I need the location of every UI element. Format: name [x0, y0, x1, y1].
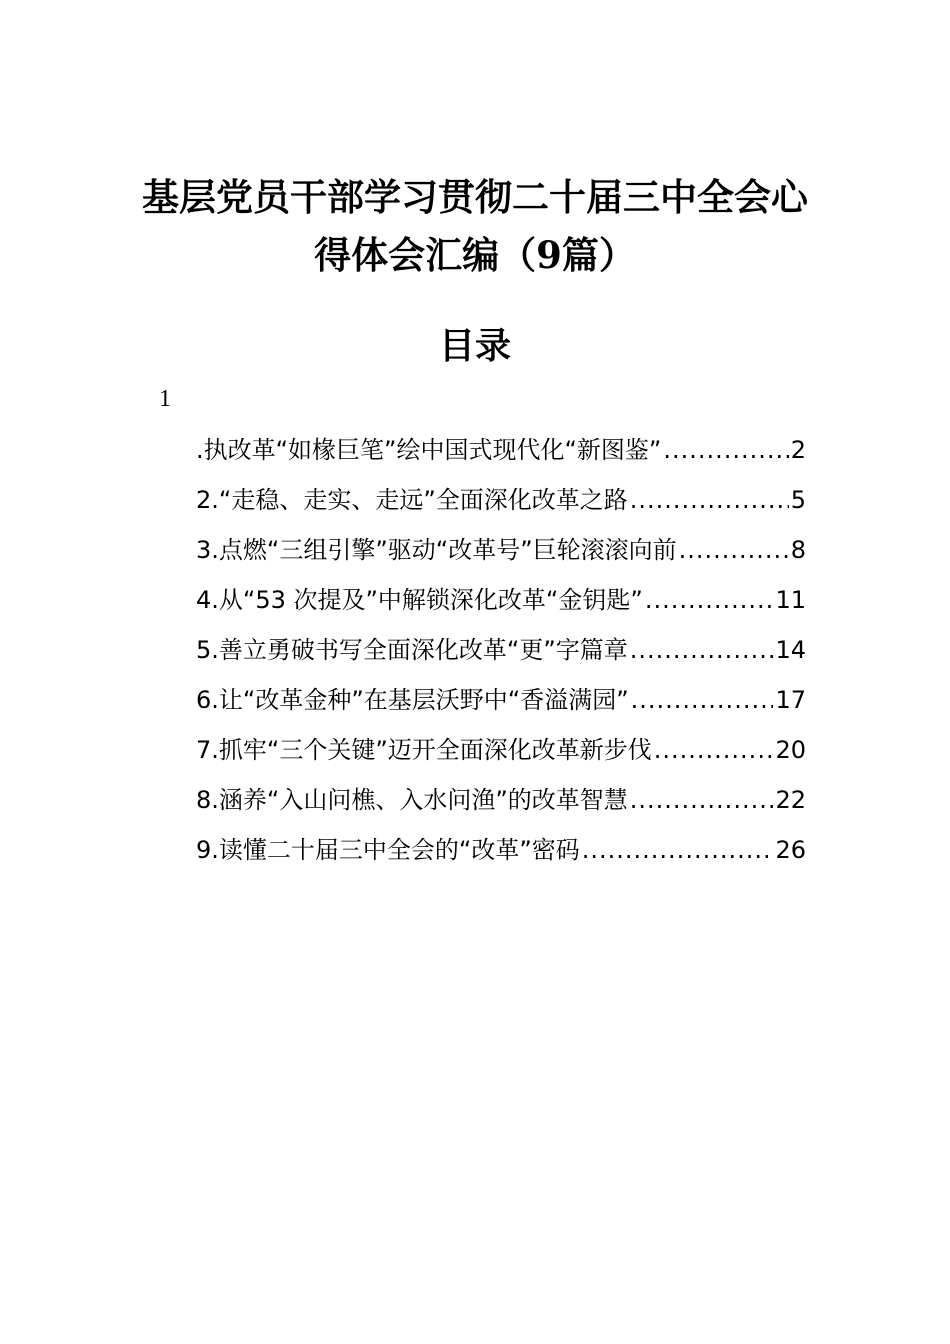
- toc-page-number: 26: [775, 836, 806, 864]
- toc-entry-2[interactable]: [196, 475, 806, 525]
- toc-entry-5[interactable]: [196, 625, 806, 675]
- toc-page-number: 22: [775, 786, 806, 814]
- toc-entry-text: 3.点燃“三组引擎”驱动“改革号”巨轮滚滚向前: [196, 536, 677, 564]
- toc-entry-text: 4.从“53 次提及”中解锁深化改革“金钥匙”: [196, 586, 643, 614]
- toc-entry-1[interactable]: [196, 425, 806, 475]
- toc-entry-text: 8.涵养“入山问樵、入水问渔”的改革智慧: [196, 786, 628, 814]
- toc-entry-text: 5.善立勇破书写全面深化改革“更”字篇章: [196, 636, 628, 664]
- toc-page-number: 17: [775, 686, 806, 714]
- toc-entry-text: .执改革“如椽巨笔”绘中国式现代化“新图鉴”: [196, 436, 662, 464]
- toc-page-number: 11: [775, 586, 806, 614]
- toc-leader-dots: [582, 825, 774, 875]
- toc-entry-text: 7.抓牢“三个关键”迈开全面深化改革新步伐: [196, 736, 652, 764]
- toc-entry-6[interactable]: [196, 675, 806, 725]
- toc-leader-dots: [654, 725, 774, 775]
- stray-number: 1: [159, 386, 171, 412]
- toc-heading: 目录: [438, 325, 511, 367]
- toc-entry-7[interactable]: [196, 725, 806, 775]
- document-title: [0, 168, 950, 284]
- toc-leader-dots: [663, 425, 788, 475]
- toc-leader-dots: [630, 625, 774, 675]
- title-line-2: 得体会汇编（9篇）: [314, 233, 636, 277]
- toc-page-number: 20: [775, 736, 806, 764]
- toc-page-number: 2: [790, 436, 806, 464]
- toc-entry-text: 2.“走稳、走实、走远”全面深化改革之路: [196, 486, 628, 514]
- table-of-contents: [196, 425, 806, 875]
- toc-entry-3[interactable]: [196, 525, 806, 575]
- toc-page-number: 8: [790, 536, 806, 564]
- toc-leader-dots: [679, 525, 789, 575]
- toc-entry-4[interactable]: [196, 575, 806, 625]
- toc-leader-dots: [631, 675, 774, 725]
- toc-entry-9[interactable]: [196, 825, 806, 875]
- toc-entry-text: 9.读懂二十届三中全会的“改革”密码: [196, 836, 580, 864]
- toc-entry-text: 6.让“改革金种”在基层沃野中“香溢满园”: [196, 686, 629, 714]
- toc-entry-8[interactable]: [196, 775, 806, 825]
- toc-leader-dots: [645, 575, 774, 625]
- toc-page-number: 5: [790, 486, 806, 514]
- toc-leader-dots: [630, 775, 774, 825]
- toc-leader-dots: [630, 475, 789, 525]
- title-line-1: 基层党员干部学习贯彻二十届三中全会心: [142, 175, 808, 219]
- toc-page-number: 14: [775, 636, 806, 664]
